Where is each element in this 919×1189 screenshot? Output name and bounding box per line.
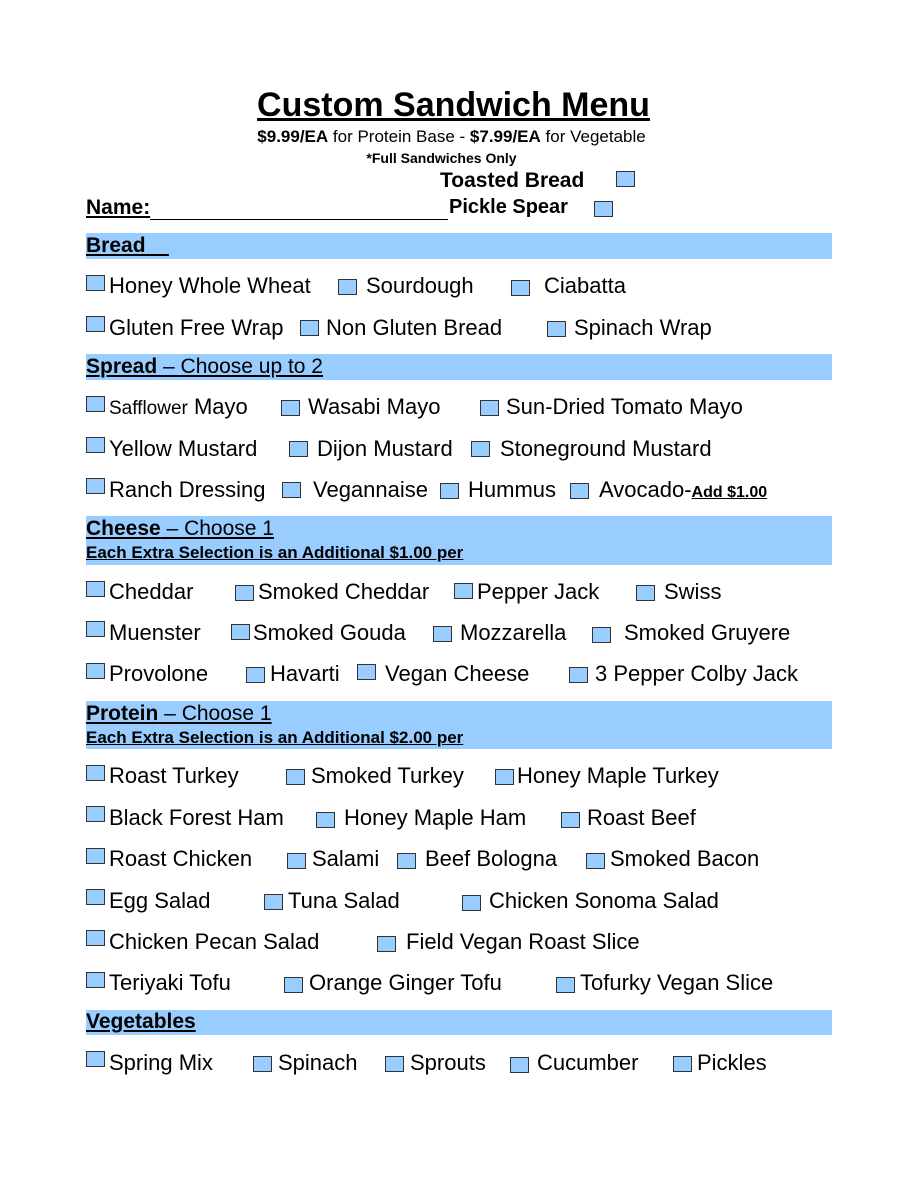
- cheese-subtitle: – Choose 1: [160, 517, 274, 540]
- checkbox-cheddar[interactable]: [86, 581, 105, 597]
- checkbox-beef-bologna[interactable]: [397, 853, 416, 869]
- checkbox-honey-whole-wheat[interactable]: [86, 275, 105, 291]
- checkbox-roast-beef[interactable]: [561, 812, 580, 828]
- option-non-gluten-bread: Non Gluten Bread: [326, 315, 503, 340]
- checkbox-orange-ginger-tofu[interactable]: [284, 977, 303, 993]
- option-spring-mix: Spring Mix: [109, 1050, 213, 1075]
- option-sun-dried-tomato-mayo: Sun-Dried Tomato Mayo: [506, 394, 743, 419]
- option-mozzarella: Mozzarella: [460, 620, 567, 645]
- name-field[interactable]: [150, 219, 448, 220]
- checkbox-pickles[interactable]: [673, 1056, 692, 1072]
- option-spinach: Spinach: [278, 1050, 358, 1075]
- option-smoked-bacon: Smoked Bacon: [610, 846, 760, 871]
- checkbox-cucumber[interactable]: [510, 1057, 529, 1073]
- checkbox-gluten-free-wrap[interactable]: [86, 316, 105, 332]
- option-stoneground-mustard: Stoneground Mustard: [500, 436, 712, 461]
- checkbox-vegannaise[interactable]: [282, 482, 301, 498]
- option-honey-whole-wheat: Honey Whole Wheat: [109, 273, 311, 298]
- protein-extra-note: Each Extra Selection is an Additional $2.00 per: [86, 728, 464, 747]
- vegetables-section-header: [86, 1010, 832, 1035]
- checkbox-ciabatta[interactable]: [511, 280, 530, 296]
- checkbox-non-gluten-bread[interactable]: [300, 320, 319, 336]
- checkbox-sun-dried-tomato-mayo[interactable]: [480, 400, 499, 416]
- option-provolone: Provolone: [109, 661, 209, 686]
- checkbox-smoked-bacon[interactable]: [586, 853, 605, 869]
- checkbox-sourdough[interactable]: [338, 279, 357, 295]
- option-smoked-gouda: Smoked Gouda: [253, 620, 406, 645]
- avocado-addon-price: Add $1.00: [691, 484, 768, 501]
- checkbox-honey-maple-ham[interactable]: [316, 812, 335, 828]
- toasted-bread-checkbox[interactable]: [616, 171, 635, 187]
- option-yellow-mustard: Yellow Mustard: [109, 436, 258, 461]
- option-wasabi-mayo: Wasabi Mayo: [308, 394, 441, 419]
- checkbox-egg-salad[interactable]: [86, 889, 105, 905]
- option-ranch-dressing: Ranch Dressing: [109, 477, 266, 502]
- checkbox-vegan-cheese[interactable]: [357, 664, 376, 680]
- option-teriyaki-tofu: Teriyaki Tofu: [109, 970, 231, 995]
- vegetables-title: Vegetables: [86, 1010, 196, 1033]
- checkbox-smoked-gruyere[interactable]: [592, 627, 611, 643]
- option-roast-chicken: Roast Chicken: [109, 846, 253, 871]
- checkbox-black-forest-ham[interactable]: [86, 806, 105, 822]
- name-label: Name:: [86, 196, 151, 219]
- option-black-forest-ham: Black Forest Ham: [109, 805, 284, 830]
- protein-subtitle: – Choose 1: [158, 702, 272, 725]
- option-salami: Salami: [312, 846, 380, 871]
- option-sourdough: Sourdough: [366, 273, 474, 298]
- checkbox-yellow-mustard[interactable]: [86, 437, 105, 453]
- checkbox-havarti[interactable]: [246, 667, 265, 683]
- option-beef-bologna: Beef Bologna: [425, 846, 558, 871]
- pickle-spear-label: Pickle Spear: [449, 196, 568, 218]
- spread-section-title: [86, 355, 323, 379]
- checkbox-field-vegan-roast-slice[interactable]: [377, 936, 396, 952]
- option-spinach-wrap: Spinach Wrap: [574, 315, 712, 340]
- option-honey-maple-ham: Honey Maple Ham: [344, 805, 527, 830]
- checkbox-honey-maple-turkey[interactable]: [495, 769, 514, 785]
- protein-section-title: [86, 702, 272, 726]
- option-vegan-cheese: Vegan Cheese: [385, 661, 530, 686]
- checkbox-spinach[interactable]: [253, 1056, 272, 1072]
- option-chicken-pecan-salad: Chicken Pecan Salad: [109, 929, 320, 954]
- checkbox-ranch-dressing[interactable]: [86, 478, 105, 494]
- cheese-extra-note: Each Extra Selection is an Additional $1.00 per: [86, 543, 464, 562]
- option-chicken-sonoma-salad: Chicken Sonoma Salad: [489, 888, 719, 913]
- checkbox-sprouts[interactable]: [385, 1056, 404, 1072]
- option-muenster: Muenster: [109, 620, 201, 645]
- option-tuna-salad: Tuna Salad: [288, 888, 400, 913]
- option-pickles: Pickles: [697, 1050, 767, 1075]
- vegetables-section-title: [86, 1010, 196, 1034]
- option-swiss: Swiss: [664, 579, 722, 604]
- price-vegetable: $7.99/EA: [469, 127, 541, 146]
- price-vegetable-text: for Vegetable: [540, 127, 646, 146]
- spread-subtitle: – Choose up to 2: [157, 355, 323, 378]
- option-roast-turkey: Roast Turkey: [109, 763, 239, 788]
- checkbox-swiss[interactable]: [636, 585, 655, 601]
- option-ciabatta: Ciabatta: [544, 273, 626, 298]
- checkbox-spring-mix[interactable]: [86, 1051, 105, 1067]
- checkbox-tuna-salad[interactable]: [264, 894, 283, 910]
- option-hummus: Hummus: [468, 477, 557, 502]
- cheese-section-title: [86, 517, 274, 541]
- option-vegannaise: Vegannaise: [313, 477, 428, 502]
- option-roast-beef: Roast Beef: [587, 805, 696, 830]
- checkbox-smoked-cheddar[interactable]: [235, 585, 254, 601]
- checkbox-safflower-mayo[interactable]: [86, 396, 105, 412]
- option-avocado: Avocado-Add $1.00: [599, 477, 768, 502]
- checkbox-pepper-jack[interactable]: [454, 583, 473, 599]
- protein-title: Protein: [86, 702, 159, 725]
- checkbox-salami[interactable]: [287, 853, 306, 869]
- checkbox-smoked-gouda[interactable]: [231, 624, 250, 640]
- full-sandwich-note: *Full Sandwiches Only: [366, 150, 517, 166]
- option-havarti: Havarti: [270, 661, 340, 686]
- option-cheddar: Cheddar: [109, 579, 194, 604]
- option-sprouts: Sprouts: [410, 1050, 486, 1075]
- page-title: Custom Sandwich Menu: [257, 86, 650, 124]
- option-smoked-turkey: Smoked Turkey: [311, 763, 464, 788]
- option-gluten-free-wrap: Gluten Free Wrap: [109, 315, 284, 340]
- checkbox-provolone[interactable]: [86, 663, 105, 679]
- option-tofurky-vegan-slice: Tofurky Vegan Slice: [580, 970, 774, 995]
- bread-section-header: [86, 233, 832, 259]
- toasted-bread-label: Toasted Bread: [440, 169, 585, 192]
- option-pepper-jack: Pepper Jack: [477, 579, 600, 604]
- bread-section-title: [86, 234, 169, 258]
- option-egg-salad: Egg Salad: [109, 888, 211, 913]
- pickle-spear-checkbox[interactable]: [594, 201, 613, 217]
- checkbox-teriyaki-tofu[interactable]: [86, 972, 105, 988]
- checkbox-chicken-sonoma-salad[interactable]: [462, 895, 481, 911]
- bread-title: Bread: [86, 234, 146, 257]
- option-cucumber: Cucumber: [537, 1050, 639, 1075]
- option-safflower-mayo: Safflower Mayo: [109, 394, 248, 419]
- pricing-line: [0, 127, 903, 147]
- checkbox-hummus[interactable]: [440, 483, 459, 499]
- cheese-title: Cheese: [86, 517, 161, 540]
- checkbox-stoneground-mustard[interactable]: [471, 441, 490, 457]
- checkbox-3-pepper-colby-jack[interactable]: [569, 667, 588, 683]
- option-smoked-cheddar: Smoked Cheddar: [258, 579, 430, 604]
- checkbox-wasabi-mayo[interactable]: [281, 400, 300, 416]
- checkbox-roast-chicken[interactable]: [86, 848, 105, 864]
- checkbox-muenster[interactable]: [86, 621, 105, 637]
- option-smoked-gruyere: Smoked Gruyere: [624, 620, 791, 645]
- checkbox-spinach-wrap[interactable]: [547, 321, 566, 337]
- price-protein: $9.99/EA: [257, 127, 329, 146]
- checkbox-avocado[interactable]: [570, 483, 589, 499]
- option-field-vegan-roast-slice: Field Vegan Roast Slice: [406, 929, 640, 954]
- option-dijon-mustard: Dijon Mustard: [317, 436, 453, 461]
- checkbox-chicken-pecan-salad[interactable]: [86, 930, 105, 946]
- checkbox-smoked-turkey[interactable]: [286, 769, 305, 785]
- checkbox-roast-turkey[interactable]: [86, 765, 105, 781]
- spread-title: Spread: [86, 355, 158, 378]
- option-3-pepper-colby-jack: 3 Pepper Colby Jack: [595, 661, 798, 686]
- checkbox-mozzarella[interactable]: [433, 626, 452, 642]
- option-orange-ginger-tofu: Orange Ginger Tofu: [309, 970, 502, 995]
- price-protein-text: for Protein Base -: [328, 127, 470, 146]
- checkbox-tofurky-vegan-slice[interactable]: [556, 977, 575, 993]
- option-honey-maple-turkey: Honey Maple Turkey: [517, 763, 719, 788]
- checkbox-dijon-mustard[interactable]: [289, 441, 308, 457]
